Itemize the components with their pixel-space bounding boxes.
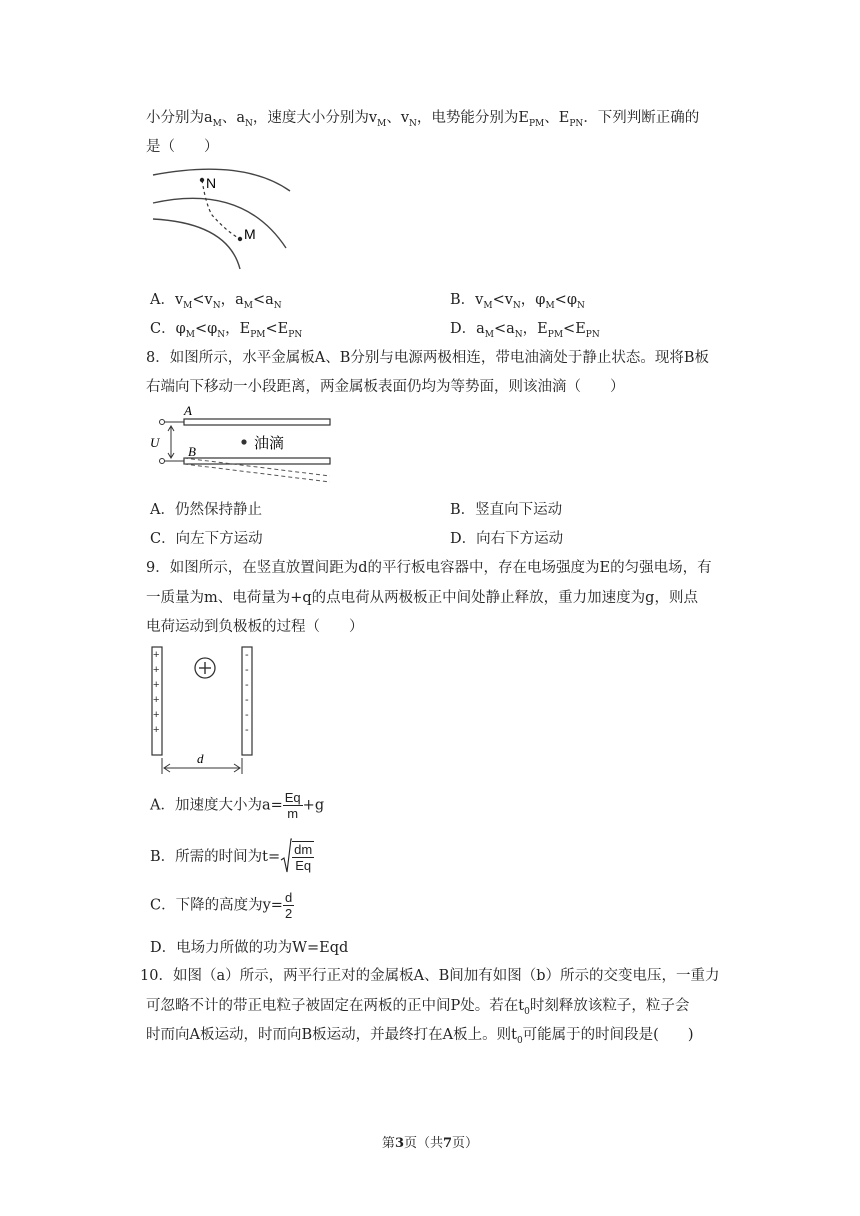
svg-text:+: + — [153, 664, 160, 676]
svg-text:-: - — [245, 694, 249, 706]
q8-option-d[interactable]: D．向右下方运动 — [450, 531, 564, 547]
q7-option-c[interactable]: C．$\varphi_M<\varphi_N$，$E_{PM}<E_{PN}$ — [150, 321, 303, 340]
q8-stem-line1: 8．如图所示，水平金属板A、B分别与电源两极相连，带电油滴处于静止状态。现将B板 — [146, 350, 710, 366]
svg-text:-: - — [245, 664, 249, 676]
q7-option-a[interactable]: A．$v_M<v_N$，$a_M<a_N$ — [150, 292, 282, 311]
q9-capacitor-figure — [148, 644, 258, 778]
q8-option-b[interactable]: B．竖直向下运动 — [450, 502, 563, 518]
page-footer: 第3页（共7页） — [381, 1136, 479, 1151]
svg-text:+: + — [153, 649, 160, 661]
q9-option-d[interactable]: D．电场力所做的功为W=Eqd — [150, 940, 349, 956]
q8-capacitor-figure — [150, 402, 340, 484]
label-m: M — [244, 226, 256, 242]
q9-option-b[interactable]: B．所需的时间为t= $\frac{dm}{Eq}$ — [150, 838, 314, 876]
q9-stem-line1: 9．如图所示，在竖直放置间距为d的平行板电容器中，存在电场强度为E的匀强电场，有 — [146, 560, 712, 576]
point-n — [200, 178, 204, 182]
svg-text:U: U — [150, 435, 160, 450]
svg-text:+: + — [153, 679, 160, 691]
svg-text:+: + — [153, 709, 160, 721]
svg-text:-: - — [245, 679, 249, 691]
q7-option-d[interactable]: D．$a_M<a_N$，$E_{PM}<E_{PN}$ — [450, 321, 600, 340]
q9-stem-line2: 一质量为m、电荷量为+q的点电荷从两极板正中间处静止释放，重力加速度为g，则点 — [146, 590, 698, 606]
svg-text:-: - — [245, 724, 249, 736]
q7-stem-line2: 是（ ） — [146, 139, 219, 155]
svg-text:B: B — [188, 444, 196, 459]
svg-text:+: + — [153, 694, 160, 706]
page-total: 7 — [443, 1136, 453, 1151]
plate-a — [184, 419, 330, 425]
oil-drop — [241, 439, 246, 444]
q8-option-a[interactable]: A．仍然保持静止 — [150, 502, 262, 518]
q10-stem-line3: 时而向A板运动，时而向B板运动，并最终打在A板上。则$t_0$可能属于的时间段是( ) — [146, 1027, 694, 1046]
q7-stem-line1: 小分别为$a_M$、$a_N$，速度大小分别为$v_M$、$v_N$，电势能分别为$E_{PM}$、$E_{PN}$．下列判断正确的 — [146, 110, 700, 129]
point-m — [238, 237, 242, 241]
svg-text:A: A — [184, 403, 192, 418]
q10-stem-line1: 10．如图（a）所示，两平行正对的金属板A、B间加有如图（b）所示的交变电压，一重力 — [140, 968, 720, 984]
q9-option-c[interactable]: C．下降的高度为y= $\frac{d}{2}$ — [150, 890, 293, 921]
svg-text:-: - — [245, 709, 249, 721]
svg-text:油滴: 油滴 — [254, 434, 285, 452]
q7-field-figure — [148, 163, 298, 273]
q8-option-c[interactable]: C．向左下方运动 — [150, 531, 263, 547]
q9-stem-line3: 电荷运动到负极板的过程（ ） — [146, 619, 364, 635]
label-n: N — [206, 175, 217, 191]
svg-text:+: + — [153, 724, 160, 736]
svg-text:d: d — [197, 751, 204, 766]
q8-stem-line2: 右端向下移动一小段距离，两金属板表面仍均为等势面，则该油滴（ ） — [146, 379, 625, 395]
q7-option-b[interactable]: B．$v_M<v_N$，$\varphi_M<\varphi_N$ — [450, 292, 585, 311]
svg-text:-: - — [245, 649, 249, 661]
q10-stem-line2: 可忽略不计的带正电粒子被固定在两板的正中间P处。若在$t_0$时刻释放该粒子，粒子会 — [146, 998, 690, 1017]
page-number: 3 — [394, 1136, 404, 1151]
q9-option-a[interactable]: A．加速度大小为a= $\frac{Eq}{m}$ +g — [150, 790, 325, 821]
